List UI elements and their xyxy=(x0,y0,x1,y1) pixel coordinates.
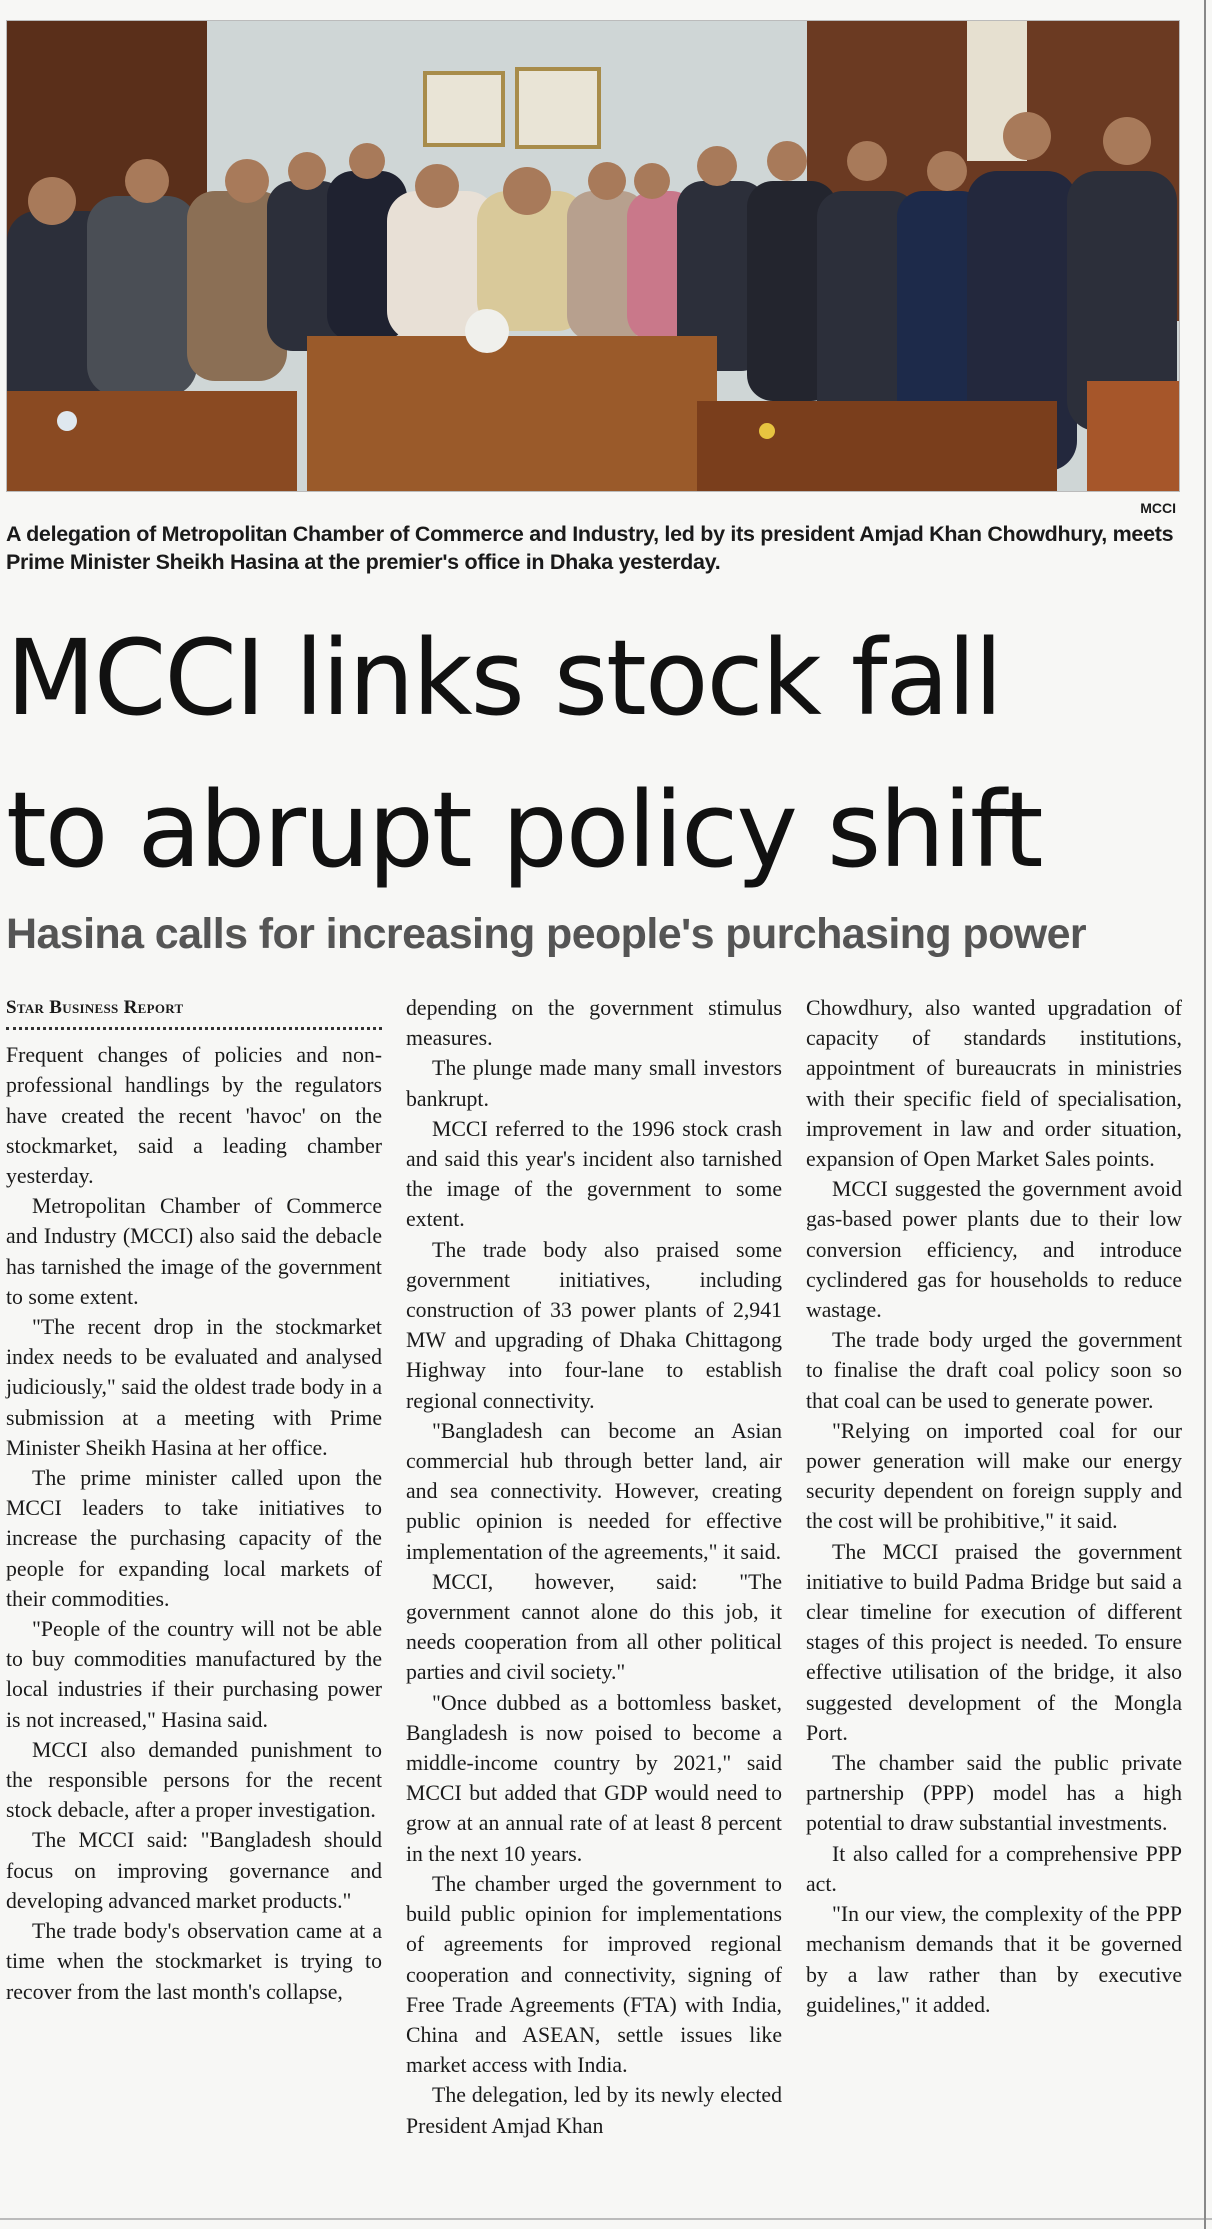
paragraph: "People of the country will not be able to buy commodities manufactured by the local industries if their purchasing power is not increased," Hasina said. xyxy=(6,1617,382,1732)
paragraph: depending on the government stimulus measures. xyxy=(406,996,782,1051)
paragraph: Frequent changes of policies and non-professional handlings by the regulators have created the recent 'havoc' on the stockmarket, said a leading chamber yesterday. xyxy=(6,1043,382,1189)
headline-line-1: MCCI links stock fall xyxy=(6,617,1002,739)
paragraph: The MCCI said: "Bangladesh should focus on improving governance and developing advanced market products." xyxy=(6,1828,382,1913)
photo-caption: A delegation of Metropolitan Chamber of Commerce and Industry, led by its president Amjad Khan Chowdhury, meets Prime Minister Sheikh Hasina at the premier's office in Dhaka yesterday. xyxy=(6,522,1174,574)
byline: Star Business Report xyxy=(6,997,184,1018)
paragraph: Chowdhury, also wanted upgradation of capacity of standards institutions, appointment of bureaucrats in ministries with their specific field of specialisation, improvement in law and order situation, expansion of Open Market Sales points. xyxy=(806,996,1182,1172)
photo-credit: MCCI xyxy=(1140,500,1176,516)
paragraph: The chamber urged the government to build public opinion for implementations of agreements for improved regional cooperation and connectivity, signing of Free Trade Agreements (FTA) with India, China and ASEAN, settle issues like market access with India. xyxy=(406,1871,782,2078)
paragraph: The chamber said the public private partnership (PPP) model has a high potential to draw substantial investments. xyxy=(806,1751,1182,1836)
article-column-1 xyxy=(6,993,382,2007)
article-column-2 xyxy=(406,993,782,2141)
headline-line-2: to abrupt policy shift xyxy=(6,769,1042,891)
subheadline: Hasina calls for increasing people's purchasing power xyxy=(6,910,1087,958)
paragraph: The trade body urged the government to finalise the draft coal policy soon so that coal can be used to generate power. xyxy=(806,1328,1182,1413)
delegation-photo xyxy=(6,20,1180,492)
right-rule xyxy=(1204,0,1206,2229)
article-column-3 xyxy=(806,993,1182,2020)
paragraph: The delegation, led by its newly elected President Amjad Khan xyxy=(406,2083,782,2138)
paragraph: MCCI, however, said: "The government cannot alone do this job, it needs cooperation from all other political parties and civil society." xyxy=(406,1569,782,1685)
paragraph: The trade body's observation came at a time when the stockmarket is trying to recover from the last month's collapse, xyxy=(6,1919,382,2004)
paragraph: Metropolitan Chamber of Commerce and Industry (MCCI) also said the debacle has tarnished the image of the government to some extent. xyxy=(6,1194,382,1309)
headline xyxy=(6,602,1196,906)
paragraph: "In our view, the complexity of the PPP mechanism demands that it be governed by a law rather than by executive guidelines," it added. xyxy=(806,1902,1182,2017)
bottom-rule xyxy=(0,2218,1212,2220)
paragraph: "Relying on imported coal for our power generation will make our energy security dependent on foreign supply and the cost will be prohibitive," it said. xyxy=(806,1418,1182,1534)
paragraph: "Once dubbed as a bottomless basket, Bangladesh is now poised to become a middle-income country by 2021," said MCCI but added that GDP would need to grow at an annual rate of at least 8 percent in the next 10 years. xyxy=(406,1690,782,1866)
paragraph: "Bangladesh can become an Asian commercial hub through better land, air and sea connectivity. However, creating public opinion is needed for effective implementation of the agreements," it said. xyxy=(406,1418,782,1564)
paragraph: "The recent drop in the stockmarket index needs to be evaluated and analysed judiciously," said the oldest trade body in a submission at a meeting with Prime Minister Sheikh Hasina at her office. xyxy=(6,1315,382,1460)
photo-illustration xyxy=(7,21,1179,491)
paragraph: The prime minister called upon the MCCI leaders to take initiatives to increase the purchasing capacity of the people for expanding local markets of their commodities. xyxy=(6,1466,382,1611)
paragraph: MCCI also demanded punishment to the responsible persons for the recent stock debacle, after a proper investigation. xyxy=(6,1737,382,1823)
paragraph: The MCCI praised the government initiative to build Padma Bridge but said a clear timeline for execution of different stages of this project is needed. To ensure effective utilisation of the bridge, it also suggested development of the Mongla Port. xyxy=(806,1539,1182,1745)
paragraph: The plunge made many small investors bankrupt. xyxy=(406,1056,782,1111)
paragraph: MCCI suggested the government avoid gas-based power plants due to their low conversion efficiency, and introduce cyclindered gas for households to reduce wastage. xyxy=(806,1177,1182,1323)
paragraph: The trade body also praised some government initiatives, including construction of 33 power plants of 2,941 MW and upgrading of Dhaka Chittagong Highway into four-lane to establish regional connectivity. xyxy=(406,1237,782,1413)
paragraph: MCCI referred to the 1996 stock crash and said this year's incident also tarnished the image of the government to some extent. xyxy=(406,1116,782,1232)
paragraph: It also called for a comprehensive PPP act. xyxy=(806,1841,1182,1896)
byline-divider xyxy=(6,1027,382,1030)
